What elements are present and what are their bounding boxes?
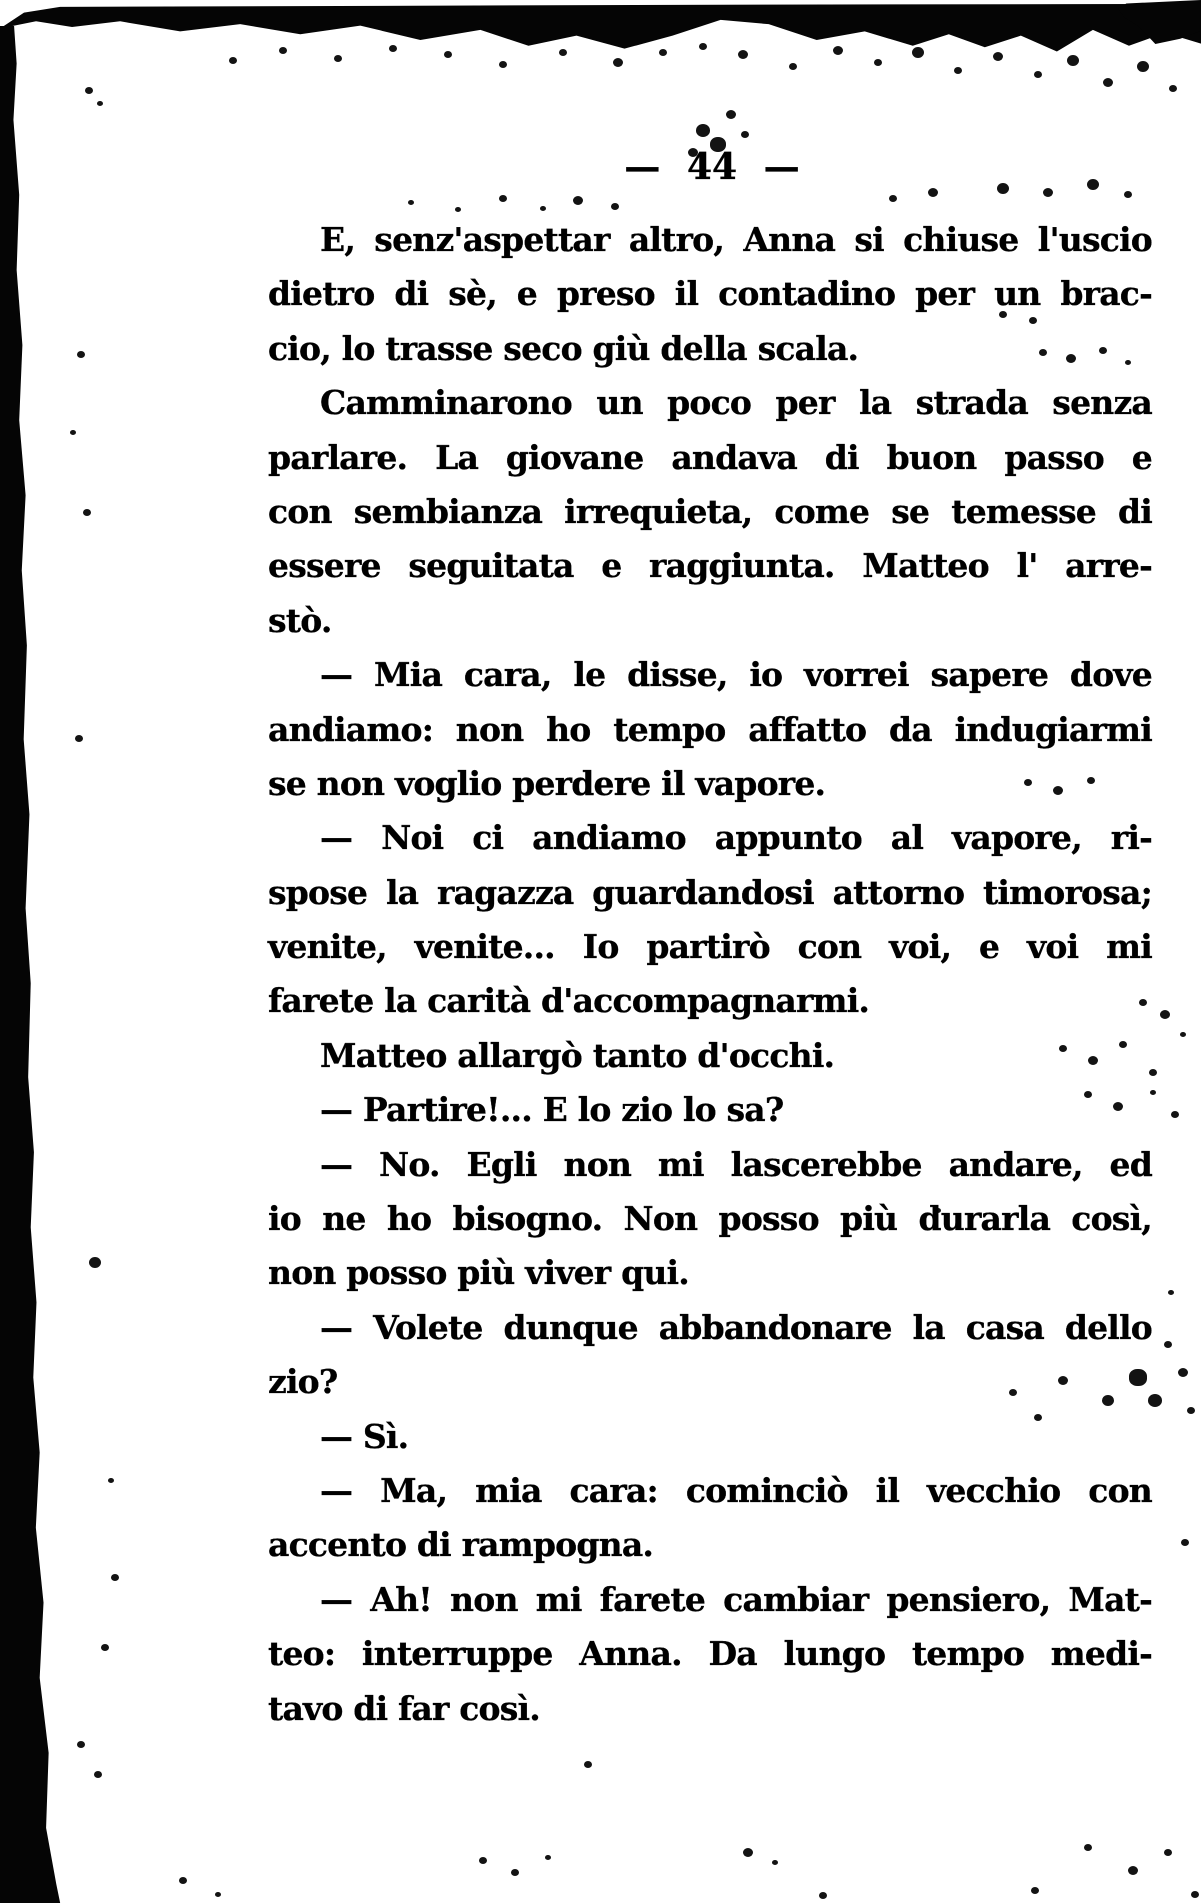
page-number: — 44 — xyxy=(624,146,800,188)
text-line: teo: interruppe Anna. Da lungo tempo medi- xyxy=(268,1634,1152,1674)
text-line: venite, venite... Io partirò con voi, e voi mi xyxy=(268,927,1152,967)
text-line: cio, lo trasse seco giù della scala. xyxy=(268,328,859,368)
text-line: spose la ragazza guardandosi attorno timorosa; xyxy=(268,872,1152,912)
text-line: — Sì. xyxy=(320,1416,409,1456)
text-line: Camminarono un poco per la strada senza xyxy=(320,383,1152,423)
text-line: con sembianza irrequieta, come se temesse di xyxy=(268,491,1152,531)
text-line: — Volete dunque abbandonare la casa dello xyxy=(320,1307,1152,1347)
text-line: — No. Egli non mi lascerebbe andare, ed xyxy=(320,1144,1152,1184)
text-line: — Noi ci andiamo appunto al vapore, ri- xyxy=(320,818,1152,858)
text-line: — Ah! non mi farete cambiar pensiero, Mat- xyxy=(320,1579,1152,1619)
scan-border-top xyxy=(0,4,1201,76)
text-line: accento di rampogna. xyxy=(268,1525,654,1565)
text-line: essere seguitata e raggiunta. Matteo l' arre- xyxy=(268,546,1152,586)
text-line: non posso più viver qui. xyxy=(268,1253,689,1293)
text-line: parlare. La giovane andava di buon passo e xyxy=(268,437,1152,477)
text-line: se non voglio perdere il vapore. xyxy=(268,763,826,803)
text-line: — Mia cara, le disse, io vorrei sapere dove xyxy=(320,655,1152,695)
text-line: dietro di sè, e preso il contadino per un brac- xyxy=(268,274,1152,314)
text-line: farete la carità d'accompagnarmi. xyxy=(268,981,870,1021)
scan-noise-specks xyxy=(0,0,6,5)
page-text xyxy=(268,213,1152,1736)
text-line: Matteo allargò tanto d'occhi. xyxy=(320,1035,835,1075)
text-line: andiamo: non ho tempo affatto da indugiarmi xyxy=(268,709,1152,749)
text-line: tavo di far così. xyxy=(268,1688,540,1728)
text-line: E, senz'aspettar altro, Anna si chiuse l'uscio xyxy=(320,220,1152,259)
scan-border-left xyxy=(0,26,64,1903)
text-line: io ne ho bisogno. Non posso più durarla così, xyxy=(268,1199,1152,1239)
text-line: — Ma, mia cara: cominciò il vecchio con xyxy=(320,1470,1152,1510)
text-line: stò. xyxy=(268,600,332,640)
text-line: zio? xyxy=(268,1362,338,1402)
text-line: — Partire!... E lo zio lo sa? xyxy=(320,1090,784,1130)
